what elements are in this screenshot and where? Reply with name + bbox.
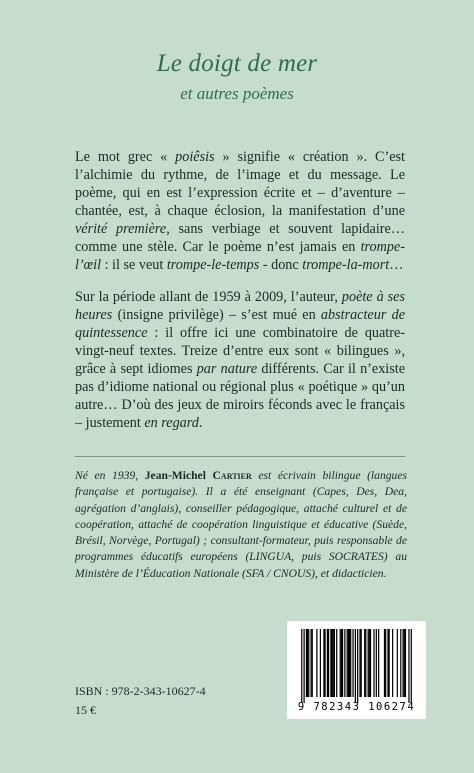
barcode-bar (331, 629, 332, 697)
text-run: … (389, 257, 404, 273)
barcode-bar (307, 629, 308, 697)
barcode-bar (316, 629, 317, 697)
barcode-bar (310, 629, 311, 697)
text-run: , sans verbiage et souvent lapidaire… comme une stèle. Car le poème n’est jamais en (75, 221, 405, 255)
barcode-bar (324, 629, 325, 697)
italic-phrase: abstracteur de quintessence (75, 307, 405, 341)
barcode-bar (355, 629, 356, 703)
barcode-bar (403, 629, 404, 697)
description-paragraph-2 (75, 288, 405, 432)
barcode-bar (392, 629, 393, 697)
barcode-number: 9 782343 106274 (297, 701, 416, 713)
barcode-bar (387, 629, 388, 697)
barcode-bar (336, 629, 337, 697)
barcode-bar (384, 629, 385, 697)
barcode (287, 621, 426, 719)
barcode-bar (308, 629, 309, 697)
barcode-bar (370, 629, 371, 697)
barcode-bar (327, 629, 328, 697)
barcode-bar (352, 629, 353, 697)
description-paragraph-1 (75, 148, 405, 274)
barcode-bar (333, 629, 334, 697)
barcode-bar (303, 629, 304, 703)
italic-phrase: trompe-le-temps (166, 257, 260, 273)
text-run: » signifie « création ». C’est l’alchimie du rythme, de l’image et du message. Le poème, qui en est l’expression écrite et – d’aventure – chantée, est, à chaque éclosion, la manifestation d’une (75, 149, 405, 219)
barcode-bar (376, 629, 377, 697)
barcode-bar (368, 629, 369, 697)
barcode-bar (320, 629, 321, 697)
barcode-bar (378, 629, 379, 697)
barcode-bar (359, 629, 360, 697)
barcode-bar (408, 629, 409, 703)
barcode-bar (400, 629, 401, 697)
barcode-bar (411, 629, 412, 703)
barcode-bars (293, 629, 420, 703)
barcode-bar (397, 629, 398, 697)
barcode-bar (342, 629, 343, 697)
italic-phrase: par nature (196, 361, 258, 377)
barcode-bar (369, 629, 370, 697)
isbn-text: ISBN : 978-2-343-10627-4 (75, 684, 206, 698)
barcode-bar (306, 629, 307, 697)
book-subtitle: et autres poèmes (180, 84, 294, 103)
author-last-name: Cartier (212, 469, 252, 482)
text-run: (insigne privilège) – s’est mué en (112, 307, 321, 323)
italic-phrase: poète à ses heures (75, 289, 405, 323)
barcode-bar (373, 629, 374, 697)
barcode-bar (348, 629, 349, 697)
italic-phrase: trompe-la-mort (302, 257, 390, 273)
text-run: : il se veut (101, 257, 167, 273)
barcode-bar (328, 629, 329, 697)
barcode-bar (364, 629, 365, 697)
italic-phrase: trompe-l’œil (75, 239, 405, 273)
barcode-bar (330, 629, 331, 697)
barcode-bar (385, 629, 386, 697)
book-title: Le doigt de mer (156, 50, 318, 77)
author-bio (75, 468, 407, 582)
barcode-bar (340, 629, 341, 697)
barcode-bar (405, 629, 406, 697)
text-run: : il offre ici une combinatoire de quatre-vingt-neuf textes. Treize d’entre eux sont « bilingues », grâce à sept idiomes (75, 325, 405, 377)
text-run: - donc (259, 257, 303, 273)
barcode-bar (347, 629, 348, 697)
bio-text: est écrivain bilingue (langues française et portugaise). Il a été enseignant (Capes, Des, Dea, agrégation d’anglais), conseiller pédagogique, attaché culturel et de coopération, attaché de coopération linguistique et éducative (Suède, Brésil, Norvège, Portugal) ; consultant-formateur, puis responsable de programmes éducatifs européens (LINGUA, puis SOCRATES) au Ministère de l’Éducation Nationale (SFA / CNOUS), et didacticien. (75, 469, 407, 580)
barcode-bar (361, 629, 362, 697)
price-text: 15 € (75, 703, 96, 717)
text-run: Sur la période allant de 1959 à 2009, l’auteur, (75, 289, 342, 305)
italic-phrase: en regard (144, 415, 199, 431)
text-run: . (198, 415, 203, 431)
text-run: Le mot grec « (75, 149, 176, 165)
italic-phrase: vérité première (75, 221, 167, 237)
italic-phrase: poiêsis (175, 149, 215, 165)
barcode-bar (365, 629, 366, 697)
barcode-bar (349, 629, 350, 697)
barcode-bar (312, 629, 313, 697)
author-name (145, 469, 252, 482)
barcode-bar (344, 629, 345, 697)
barcode-bar (301, 629, 302, 703)
text-run: différents. Car il n’existe pas d’idiome national ou régional plus « poétique » qu’un autre… D’où des jeux de miroirs féconds avec le français – justement (75, 361, 405, 431)
separator-line (75, 456, 405, 457)
author-first-name: Jean-Michel (144, 469, 213, 482)
barcode-bar (323, 629, 324, 697)
barcode-bar (357, 629, 358, 703)
bio-lead: Né en 1939, (75, 469, 145, 482)
barcode-bar (341, 629, 342, 697)
barcode-bar (334, 629, 335, 697)
barcode-bar (350, 629, 351, 697)
barcode-bar (389, 629, 390, 697)
barcode-bar (404, 629, 405, 697)
